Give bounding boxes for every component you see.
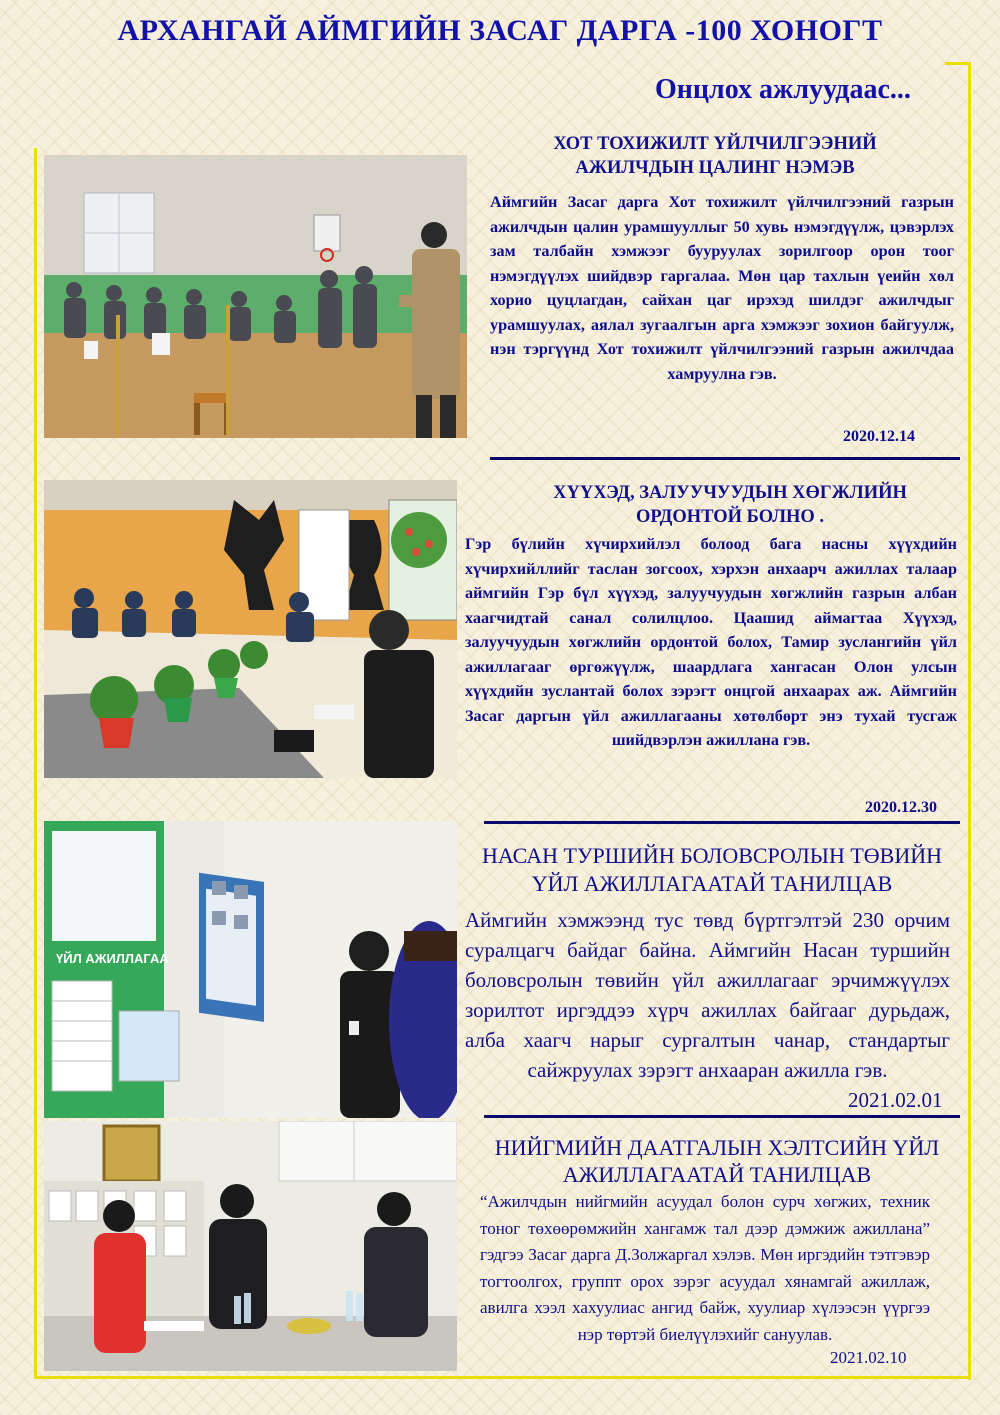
frame-left — [34, 148, 37, 1378]
article-3-title-line-2: ҮЙЛ АЖИЛЛАГААТАЙ ТАНИЛЦАВ — [531, 871, 893, 896]
separator-1 — [490, 457, 960, 460]
article-2-title-line-2: ОРДОНТОЙ БОЛНО . — [635, 507, 825, 527]
article-2-date: 2020.12.30 — [865, 799, 937, 816]
separator-2 — [484, 821, 960, 824]
article-1-title-line-1: ХОТ ТОХИЖИЛТ ҮЙЛЧИЛГЭЭНИЙ — [553, 134, 877, 154]
article-4-date: 2021.02.10 — [830, 1348, 907, 1367]
education-center-photo — [44, 821, 457, 1118]
article-1-body: Аймгийн Засаг дарга Хот тохижилт үйлчилгээний газрын ажилчдын цалин урамшууллыг 50 хувь нэмэгдүүлж, цэвэрлэх зам талбайн хэмжээг бууруулах зорилгоор орон тоог нэмэгдүүлэх шийдвэр гаргалаа. Мөн цар тахлын үеийн хөл хорио цуцлагдан, сайхан цаг ирэхэд шилдэг ажилчдыг урамшуулах, аялал зугаалгын арга хэмжээг зохион байгуулж, нэн тэргүүнд Хот тохижилт үйлчилгээний газрын ажилчдаа хамруулна гэв. — [490, 193, 954, 383]
article-2-title — [470, 481, 990, 529]
frame-top — [945, 62, 971, 65]
article-3-title — [462, 842, 962, 898]
frame-bottom — [34, 1376, 971, 1379]
article-4-body: “Ажилчдын нийгмийн асуудал болон сурч хөгжих, техник тоног төхөөрөмжийн хангамж тал дээр дэмжиж ажиллана” гэдгээ Засаг дарга Д.Золжаргал хэлэв. Мөн иргэдийн тэтгэвэр тогтоолгох, группт орох зэрэг асуудал хянамгай ажиллаж, авилга хээл хахуулиас ангид байж, хуулиар хүлээсэн үүргээ нэр төртэй биелүүлэхийг сануулав. — [480, 1192, 930, 1344]
article-4-title-line-1: НИЙГМИЙН ДААТГАЛЫН ХЭЛТСИЙН ҮЙЛ — [494, 1135, 940, 1160]
article-2-title-line-1: ХҮҮХЭД, ЗАЛУУЧУУДЫН ХӨГЖЛИЙН — [553, 483, 907, 503]
article-1-date: 2020.12.14 — [843, 428, 915, 445]
frame-right — [968, 62, 971, 1380]
article-1-title-line-2: АЖИЛЧДЫН ЦАЛИНГ НЭМЭВ — [575, 158, 855, 178]
article-3-body: Аймгийн хэмжээнд тус төвд бүртгэлтэй 230 орчим суралцагч байдаг байна. Аймгийн Насан туршийн боловсролын төвийн үйл ажиллагааг эрчимжүүлэх зорилтот иргэддээ хүрч ажиллах байгааг дурьдаж, алба хаагч нарыг сургалтын чанар, стандартыг сайжруулах зэрэгт анхааран ажилла гэв. — [465, 908, 950, 1082]
page-subtitle: Онцлох ажлуудаас... — [655, 74, 911, 105]
classroom-meeting-photo — [44, 480, 457, 778]
article-2-body: Гэр бүлийн хүчирхийлэл болоод бага насны хүүхдийн хүчирхийллийг таслан зогсоох, хэрхэн анхаарч ажиллах талаар аймгийн Гэр бүл хүүхэд, залуучуудын хөгжлийн газрын албан хаагчидтай санал солилцлоо. Цаашид аймагтаа Хүүхэд, залуучуудын хөгжлийн ордонтой болох, Тамир зуслангийн үйл ажиллагааг өргөжүүлж, шаардлага хангасан Олон улсын хүүхдийн зуслантай болох зэрэгт онцгой анхаарах аж. Аймгийн Засаг даргын үйл ажиллагааны хөтөлбөрт энэ тухай тусгаж шийдвэрлэн ажиллана гэв. — [465, 535, 957, 749]
separator-3 — [484, 1115, 960, 1118]
article-4-title — [468, 1134, 966, 1188]
social-insurance-photo — [44, 1121, 457, 1371]
article-3-date: 2021.02.01 — [848, 1088, 943, 1112]
article-1-title — [470, 132, 960, 180]
page-title: АРХАНГАЙ АЙМГИЙН ЗАСАГ ДАРГА -100 ХОНОГТ — [117, 14, 883, 47]
poster-text: ҮЙЛ АЖИЛЛАГАА — [56, 951, 169, 966]
article-4-title-line-2: АЖИЛЛАГААТАЙ ТАНИЛЦАВ — [562, 1162, 872, 1187]
article-3-title-line-1: НАСАН ТУРШИЙН БОЛОВСРОЛЫН ТӨВИЙН — [481, 843, 943, 868]
gym-meeting-photo — [44, 155, 467, 438]
